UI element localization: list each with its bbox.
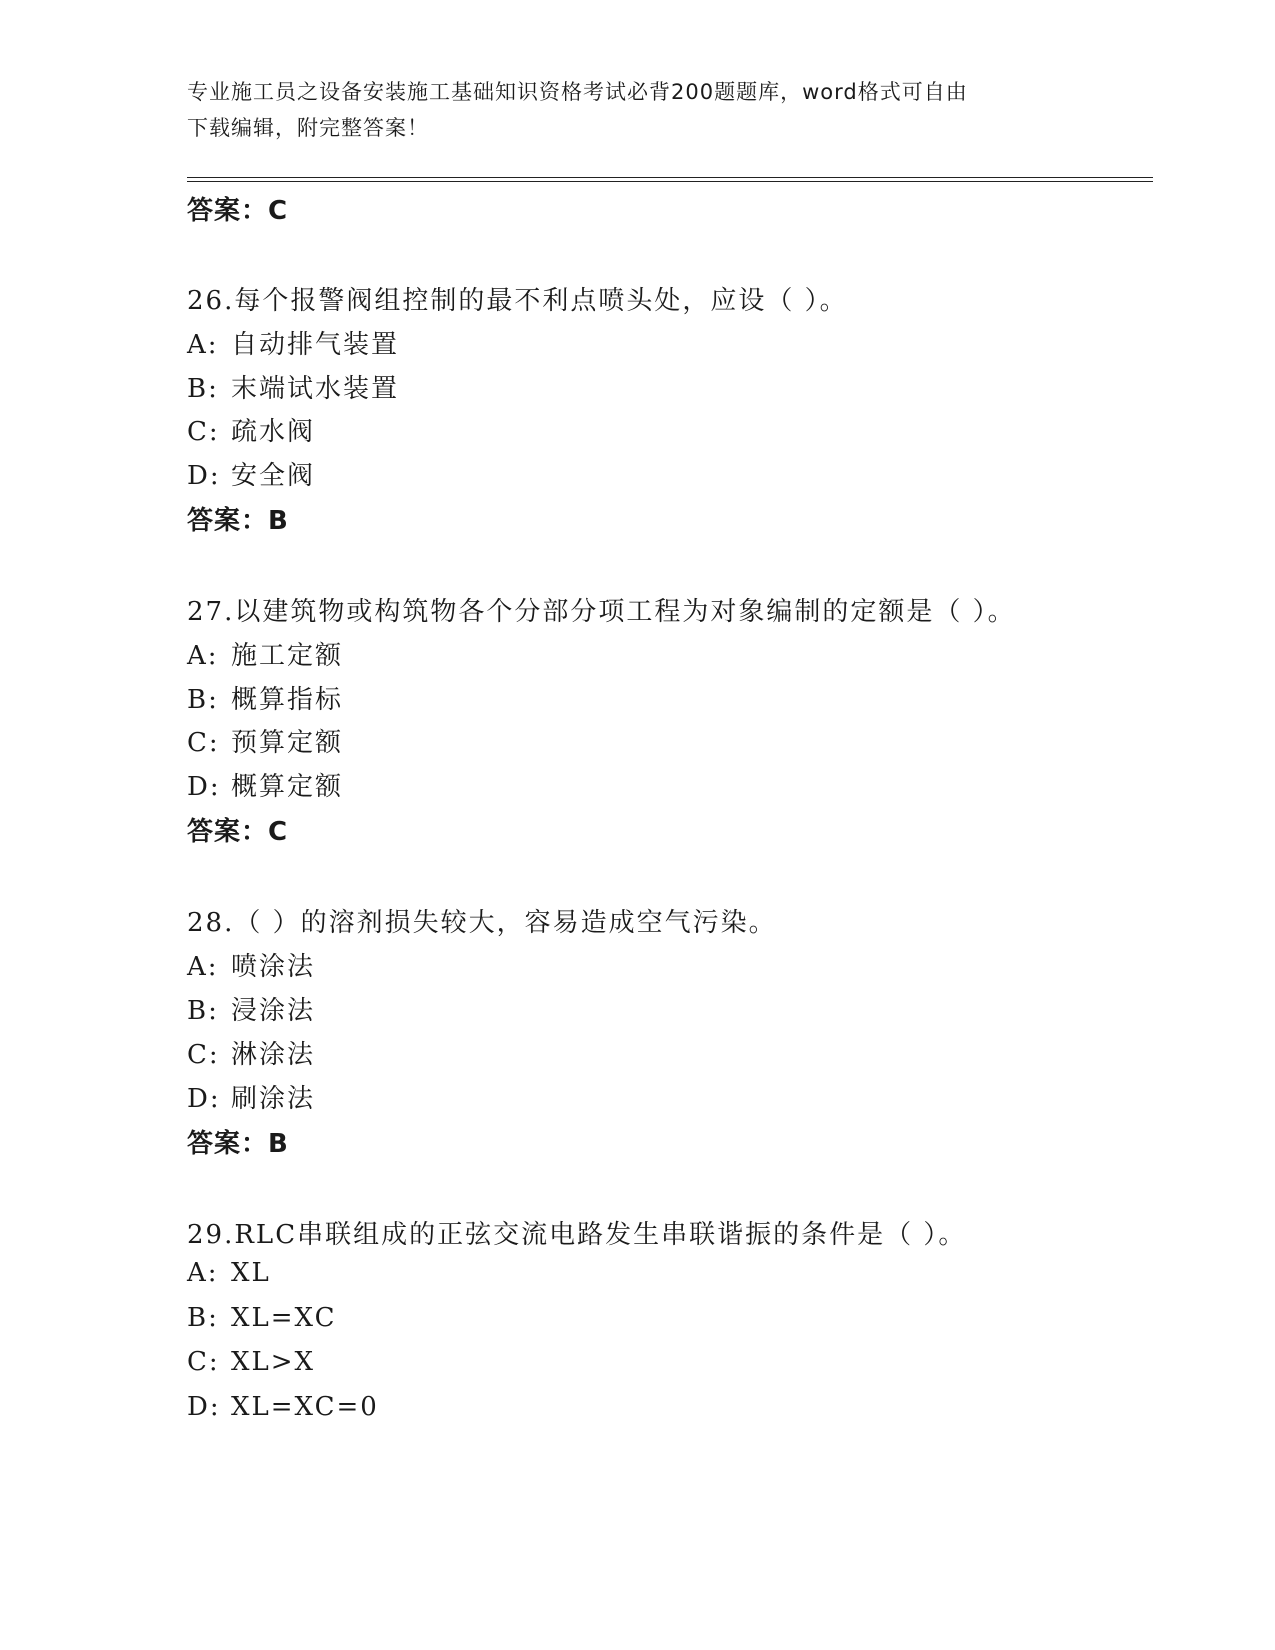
option-letter: C: (187, 417, 220, 447)
question-28-option-b (187, 990, 315, 1027)
header-line-2: 下载编辑，附完整答案！ (187, 116, 429, 140)
question-26-option-d (187, 455, 315, 492)
option-letter: C: (187, 728, 220, 758)
option-text: 预算定额 (231, 728, 344, 758)
question-28-option-a (187, 946, 315, 983)
question-29-stem: 29.RLC串联组成的正弦交流电路发生串联谐振的条件是（ ）。 (187, 1220, 967, 1250)
question-27-option-d (187, 766, 343, 803)
question-28-stem: 28.（ ）的溶剂损失较大，容易造成空气污染。 (187, 908, 777, 938)
question-27-answer: 答案：C (187, 817, 289, 847)
question-28-answer: 答案：B (187, 1129, 289, 1159)
question-28-option-d (187, 1078, 315, 1115)
option-text: 喷涂法 (231, 952, 316, 982)
question-26-answer: 答案：B (187, 506, 289, 536)
option-letter: B: (187, 374, 219, 404)
option-letter: B: (187, 996, 219, 1026)
question-27-option-b (187, 679, 343, 716)
header-divider (187, 177, 1153, 182)
option-text: 淋涂法 (231, 1040, 316, 1070)
option-text: 疏水阀 (231, 417, 316, 447)
option-letter: C: (187, 1040, 220, 1070)
question-27-option-a (187, 635, 343, 672)
option-letter: A: (187, 330, 219, 360)
option-letter: D: (187, 1084, 221, 1114)
answer-prev: 答案：C (187, 196, 289, 226)
question-29-option-a (187, 1258, 271, 1288)
option-letter: C: (187, 1347, 220, 1377)
header-line-1: 专业施工员之设备安装施工基础知识资格考试必背200题题库，word格式可自由 (187, 80, 968, 104)
option-text: 概算指标 (231, 685, 344, 715)
document-header (187, 74, 1067, 146)
option-text: 自动排气装置 (231, 330, 400, 360)
question-26-option-b (187, 368, 399, 405)
option-text: XL (231, 1258, 271, 1288)
option-letter: D: (187, 461, 221, 491)
option-text: 安全阀 (231, 461, 316, 491)
option-letter: A: (187, 1258, 219, 1288)
option-text: XL=XC (231, 1303, 337, 1333)
option-text: 浸涂法 (231, 996, 316, 1026)
option-letter: D: (187, 772, 221, 802)
question-27-stem: 27.以建筑物或构筑物各个分部分项工程为对象编制的定额是（ ）。 (187, 597, 1016, 627)
option-letter: A: (187, 952, 219, 982)
option-text: XL=XC=0 (231, 1392, 379, 1422)
question-27-option-c (187, 722, 343, 759)
option-text: 施工定额 (231, 641, 344, 671)
option-text: 末端试水装置 (231, 374, 400, 404)
question-29-option-b (187, 1303, 337, 1333)
question-26-option-c (187, 411, 315, 448)
question-28-option-c (187, 1034, 315, 1071)
question-26-stem: 26.每个报警阀组控制的最不利点喷头处，应设（ ）。 (187, 286, 848, 316)
option-letter: B: (187, 1303, 219, 1333)
option-text: XL>X (231, 1347, 316, 1377)
option-letter: A: (187, 641, 219, 671)
option-letter: D: (187, 1392, 221, 1422)
question-29-option-d (187, 1392, 379, 1422)
option-text: 刷涂法 (231, 1084, 316, 1114)
option-text: 概算定额 (231, 772, 344, 802)
question-26-option-a (187, 324, 399, 361)
question-29-option-c (187, 1347, 315, 1377)
option-letter: B: (187, 685, 219, 715)
